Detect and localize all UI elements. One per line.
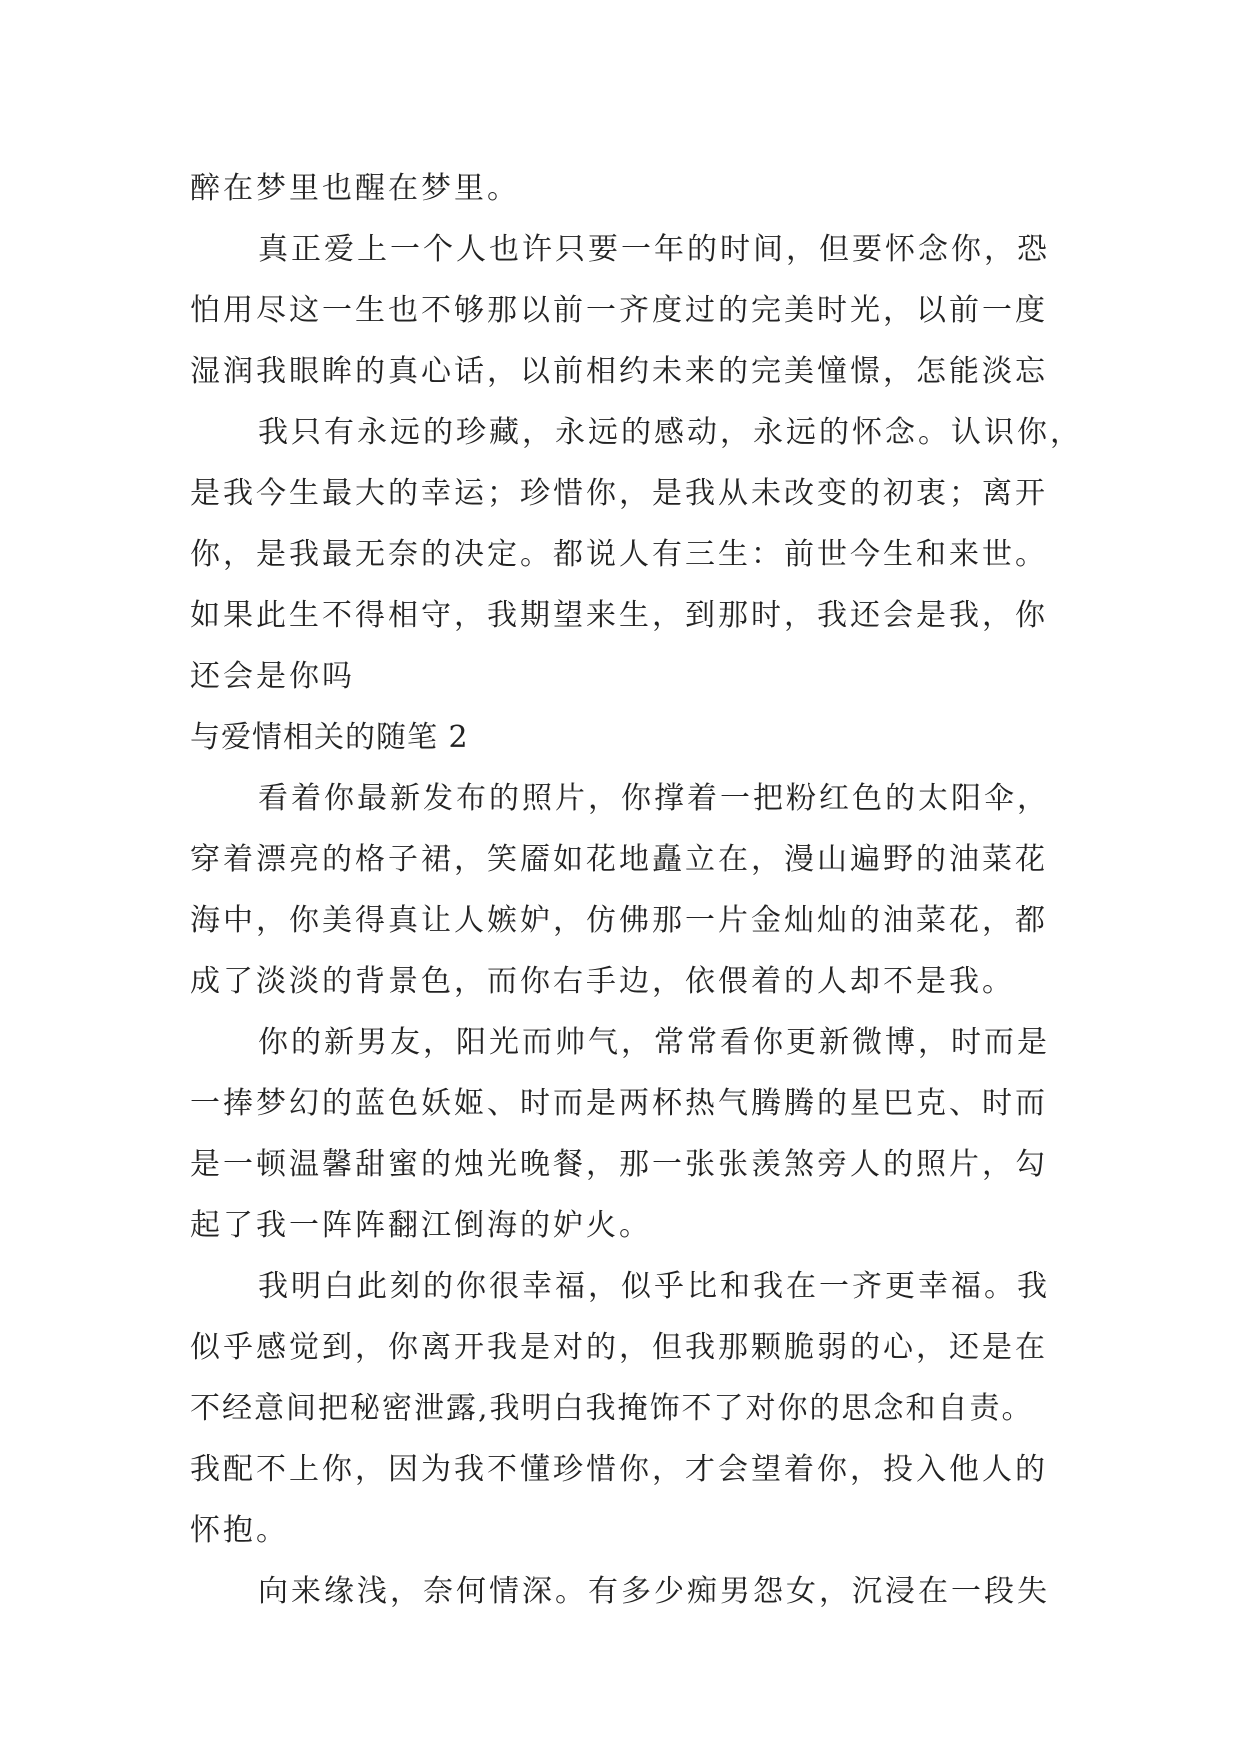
text-line: 看着你最新发布的照片，你撑着一把粉红色的太阳伞， (258, 781, 1050, 816)
text-line: 成了淡淡的背景色，而你右手边，依偎着的人却不是我。 (190, 964, 1015, 999)
text-line: 海中，你美得真让人嫉妒，仿佛那一片金灿灿的油菜花，都 (190, 903, 1048, 938)
text-line: 你的新男友，阳光而帅气，常常看你更新微博，时而是 (258, 1025, 1050, 1060)
text-line: 穿着漂亮的格子裙，笑靥如花地矗立在，漫山遍野的油菜花 (190, 842, 1048, 877)
text-line: 湿润我眼眸的真心话，以前相约未来的完美憧憬，怎能淡忘 (190, 354, 1048, 389)
text-line: 我明白此刻的你很幸福，似乎比和我在一齐更幸福。我 (258, 1269, 1050, 1304)
text-line: 你，是我最无奈的决定。都说人有三生：前世今生和来世。 (190, 537, 1048, 572)
text-line: 不经意间把秘密泄露,我明白我掩饰不了对你的思念和自责。 (190, 1391, 1034, 1426)
text-line: 醉在梦里也醒在梦里。 (190, 171, 520, 206)
document-page (190, 158, 1083, 1622)
text-line: 还会是你吗 (190, 659, 355, 694)
text-line: 怀抱。 (190, 1513, 289, 1548)
text-line: 是一顿温馨甜蜜的烛光晚餐，那一张张羡煞旁人的照片，勾 (190, 1147, 1048, 1182)
text-line: 我配不上你，因为我不懂珍惜你，才会望着你，投入他人的 (190, 1452, 1048, 1487)
text-line: 怕用尽这一生也不够那以前一齐度过的完美时光，以前一度 (190, 293, 1048, 328)
text-line: 向来缘浅，奈何情深。有多少痴男怨女，沉浸在一段失 (258, 1574, 1050, 1609)
text-line: 我只有永远的珍藏，永远的感动，永远的怀念。认识你， (258, 415, 1083, 450)
text-line: 真正爱上一个人也许只要一年的时间，但要怀念你，恐 (258, 232, 1050, 267)
text-line: 起了我一阵阵翻江倒海的妒火。 (190, 1208, 652, 1243)
section-heading: 与爱情相关的随笔 2 (190, 720, 469, 755)
text-line: 如果此生不得相守，我期望来生，到那时，我还会是我，你 (190, 598, 1048, 633)
text-line: 似乎感觉到，你离开我是对的，但我那颗脆弱的心，还是在 (190, 1330, 1048, 1365)
text-line: 是我今生最大的幸运；珍惜你，是我从未改变的初衷；离开 (190, 476, 1048, 511)
text-line: 一捧梦幻的蓝色妖姬、时而是两杯热气腾腾的星巴克、时而 (190, 1086, 1048, 1121)
